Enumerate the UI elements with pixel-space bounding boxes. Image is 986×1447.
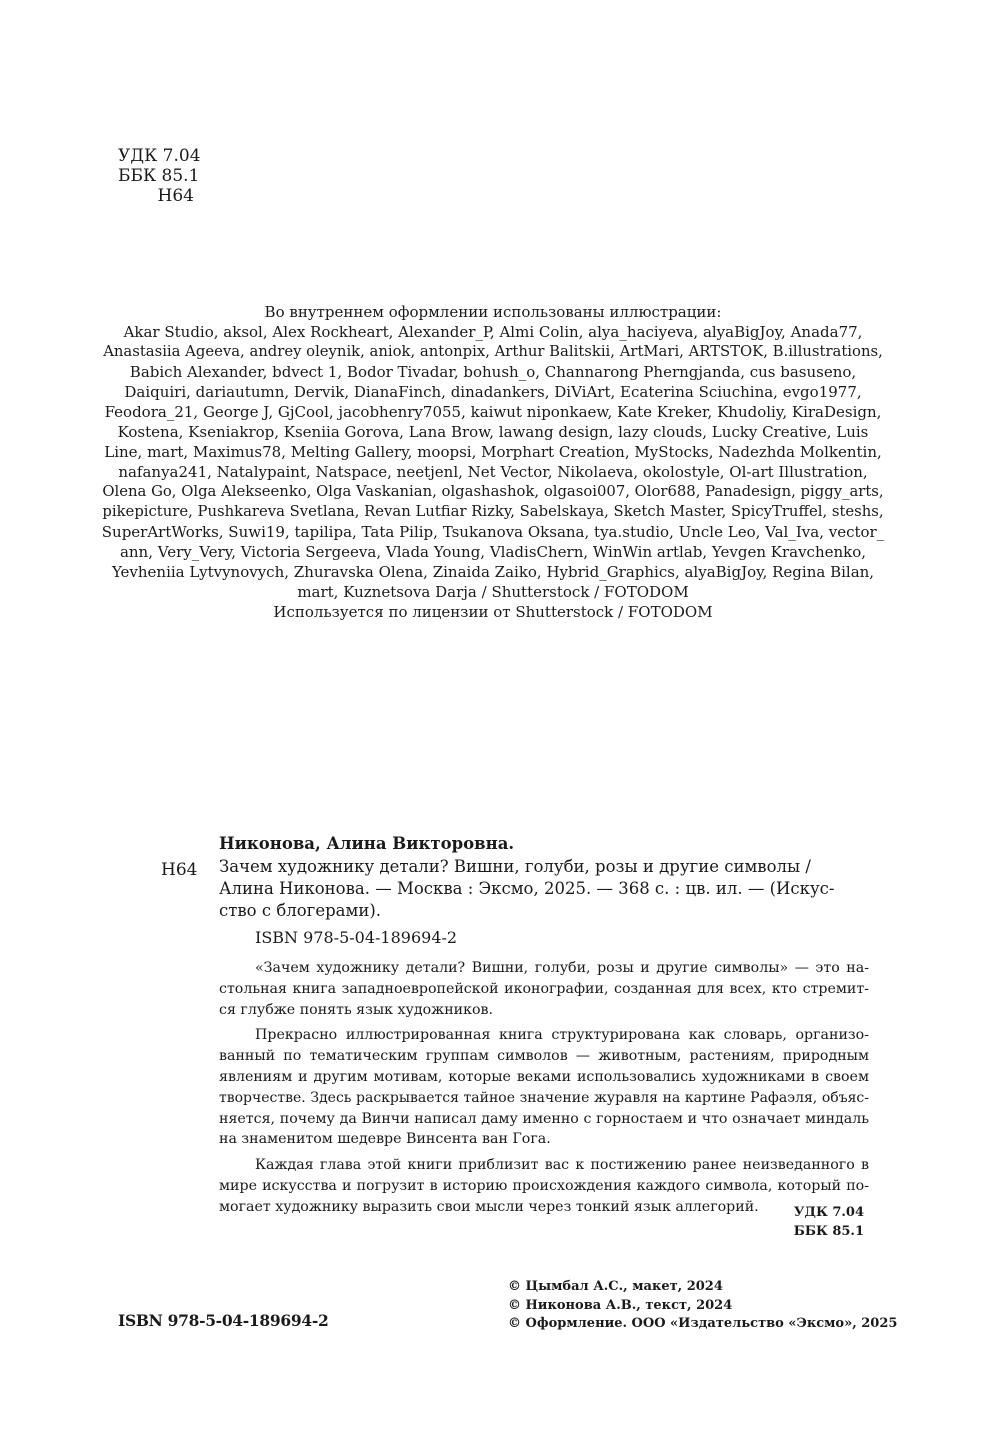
annotation-line: стольная книга западноевропейской иконографии, созданная для всех, кто стремит- [219,980,869,997]
annotation-line: явлениям и другим мотивам, которые веками использовались художниками в своем [219,1068,869,1085]
copyright-text: © Никонова А.В., текст, 2024 [508,1297,733,1313]
annotation-line: творчестве. Здесь раскрывается тайное значение журавля на картине Рафаэля, объяс- [219,1089,869,1106]
credits-line: Feodora_21, George J, GjCool, jacobhenry7055, kaiwut niponkaew, Kate Kreker, Khudoliy, KiraDesign, [104,403,882,421]
author-mark-record: Н64 [161,860,198,880]
annotation-line: няется, почему да Винчи написал даму именно с горностаем и что означает миндаль [219,1110,869,1127]
copyright-block [508,1278,897,1334]
credits-line: Yevheniia Lytvynovych, Zhuravska Olena, Zinaida Zaiko, Hybrid_Graphics, alyaBigJoy, Regina Bilan, [111,563,875,581]
copyright-design: © Оформление. ООО «Издательство «Эксмо», 2025 [508,1316,898,1331]
annotation-line: ся глубже понять язык художников. [219,1001,494,1018]
annotation-paragraph [219,958,869,1020]
isbn-record: ISBN 978-5-04-189694-2 [255,928,458,947]
annotation-line: могает художнику выразить свои мысли через тонкий язык аллегорий. [219,1198,759,1215]
classification-codes-bottom [700,1203,864,1241]
isbn-footer: ISBN 978-5-04-189694-2 [118,1311,329,1330]
annotation-paragraph [219,1025,869,1150]
credits-line: Akar Studio, aksol, Alex Rockheart, Alexander_P, Almi Colin, alya_haciyeva, alyaBigJoy, Anada77, [123,323,863,341]
description-line: Зачем художнику детали? Вишни, голуби, розы и другие символы / [219,857,811,876]
license-note: Используется по лицензии от Shutterstock / FOTODOM [273,603,713,621]
author-mark: Н64 [157,186,194,206]
copyright-layout: © Цымбал А.С., макет, 2024 [508,1279,723,1294]
credits-line: Kostena, Kseniakrop, Kseniia Gorova, Lana Brow, lawang design, lazy clouds, Lucky Creative, Luis [117,423,869,441]
credits-heading: Во внутреннем оформлении использованы иллюстрации: [264,303,722,321]
credits-line: ann, Very_Very, Victoria Sergeeva, Vlada Young, VladisChern, WinWin artlab, Yevgen Kravchenko, [119,543,867,561]
credits-line: Anastasiia Ageeva, andrey oleynik, aniok, antonpix, Arthur Balitskii, ArtMari, ARTSTOK, B.illustrations, [103,343,883,360]
udk-code: УДК 7.04 [118,146,201,166]
annotation-line: ванный по тематическим группам символов — животным, растениям, природным [219,1048,869,1065]
credits-line: Olena Go, Olga Alekseenko, Olga Vaskanian, olgashashok, olgasoi007, Olor688, Panadesign, piggy_arts, [102,483,884,500]
annotation-line: Каждая глава этой книги приблизит вас к постижению ранее неизведанного в [255,1157,869,1174]
description-line: Алина Никонова. — Москва : Эксмо, 2025. — 368 с. : цв. ил. — (Искус- [219,879,835,898]
annotation-line: «Зачем художнику детали? Вишни, голуби, розы и другие символы» — это на- [255,960,869,976]
annotation-line: мире искусства и погрузит в историю происхождения каждого символа, который по- [219,1177,869,1194]
credits-line: SuperArtWorks, Suwi19, tapilipa, Tata Pilip, Tsukanova Oksana, tya.studio, Uncle Leo, Val_Iva, vector_ [101,523,885,541]
bbk-code-bottom: ББК 85.1 [793,1224,864,1239]
bibliographic-description [219,856,869,922]
description-line: ство с блогерами). [219,901,381,920]
bbk-code: ББК 85.1 [118,166,200,186]
illustration-credits [100,302,886,622]
credits-line: nafanya241, Natalypaint, Natspace, neetjenl, Net Vector, Nikolaeva, okolostyle, Ol-art Illustration, [118,463,868,481]
annotation-line: Прекрасно иллюстрированная книга структурирована как словарь, организо- [255,1027,869,1044]
credits-line: Daiquiri, dariautumn, Dervik, DianaFinch, dinadankers, DiViArt, Ecaterina Sciuchina, evgo1977, [124,383,862,401]
annotation [219,958,869,1223]
credits-line: Line, mart, Maximus78, Melting Gallery, moopsi, Morphart Creation, MyStocks, Nadezhda Molkentin, [104,443,882,461]
book-author: Никонова, Алина Викторовна. [219,834,515,853]
credits-line: Babich Alexander, bdvect 1, Bodor Tivadar, bohush_o, Channarong Pherngjanda, cus basuseno, [129,363,857,381]
credits-line: pikepicture, Pushkareva Svetlana, Revan Lutfiar Rizky, Sabelskaya, Sketch Master, SpicyTruffel, steshs, [102,503,884,520]
annotation-line: на знаменитом шедевре Винсента ван Гога. [219,1131,551,1148]
udk-code-bottom: УДК 7.04 [793,1205,864,1220]
classification-codes [118,146,201,206]
credits-line: mart, Kuznetsova Darja / Shutterstock / FOTODOM [297,583,689,601]
